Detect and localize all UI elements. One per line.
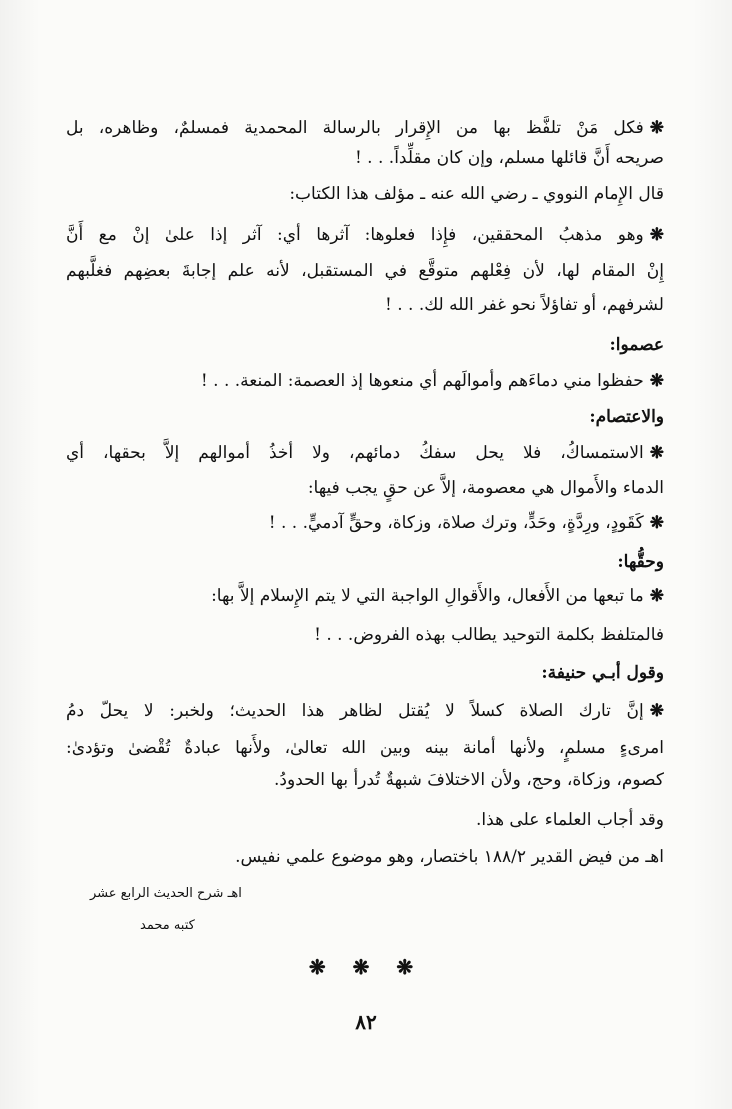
line-text: قال الإِمام النووي ـ رضي الله عنه ـ مؤلف هذا الكتاب: (289, 184, 664, 204)
line-text: فالمتلفظ بكلمة التوحيد يطالب بهذه الفروض. . . ! (314, 625, 664, 645)
heading-text: وحقُّها: (617, 552, 664, 572)
paragraph-line (274, 765, 664, 795)
paragraph-line (308, 473, 664, 503)
line-text: امرىءٍ مسلمٍ، ولأنها أمانة بينه وبين الله تعالىٰ، ولأَنها عبادةٌ تُقْضىٰ وتؤدىٰ: (66, 738, 664, 758)
paragraph-line (66, 113, 664, 143)
section-heading (589, 402, 664, 432)
paragraph-line (385, 290, 664, 320)
page-number: ٨٢ (355, 1010, 377, 1034)
line-text: الاستمساكُ، فلا يحل سفكُ دمائهم، ولا أخذُ أموالهم إلاَّ بحقها، أي (66, 443, 644, 463)
paragraph-line (269, 508, 664, 538)
paragraph-line (355, 143, 664, 173)
line-text: اهـ من فيض القدير ١٨٨/٢ باختصار، وهو موضوع علمي نفيس. (235, 847, 664, 867)
bullet-star: ❋ (649, 443, 664, 463)
section-heading (617, 547, 664, 577)
heading-text: والاعتصام: (589, 407, 664, 427)
line-text: كَقَودٍ، ورِدَّةٍ، وحَدٍّ، وترك صلاة، وزكاة، وحقٍّ آدميٍّ. . . ! (268, 513, 644, 533)
paragraph-line (66, 220, 664, 250)
heading-text: وقول أبـي حنيفة: (541, 663, 664, 683)
paragraph-line (235, 842, 664, 872)
section-heading (610, 330, 665, 360)
bullet-star: ❋ (649, 225, 664, 245)
bullet-star: ❋ (649, 513, 664, 533)
paragraph-line (201, 366, 664, 396)
paragraph-line (314, 620, 664, 650)
paragraph-line (211, 581, 664, 611)
scan-shadow-left (0, 0, 40, 1109)
line-text: صريحه أَنَّ قائلها مسلم، وإن كان مقلِّداً. . . ! (354, 148, 664, 168)
line-text: فكل مَنْ تلفَّظ بها من الإِقرار بالرسالة المحمدية فمسلمٌ، وظاهره، بل (66, 118, 644, 138)
line-text: إِنْ المقام لها، لأن فِعْلهم متوقَّع في المستقبل، لأنه علم إجابةَ بعضِهم فغلَّبهم (66, 261, 664, 281)
paragraph-line (66, 438, 664, 468)
bullet-star: ❋ (649, 118, 664, 138)
line-text: إنَّ تارك الصلاة كسلاً لا يُقتل لظاهر هذا الحديث؛ ولخبر: لا يحلّ دمُ (66, 701, 644, 721)
paragraph-line (476, 805, 664, 835)
handwritten-note (90, 884, 330, 904)
line-text: وقد أجاب العلماء على هذا. (476, 810, 664, 830)
bullet-star: ❋ (649, 371, 664, 391)
line-text: ما تبعها من الأَفعال، والأَقوالِ الواجبة التي لا يتم الإِسلام إلاَّ بها: (211, 586, 644, 606)
heading-text: عصموا: (609, 335, 664, 355)
paragraph-line (66, 733, 664, 763)
line-text: حفظوا مني دماءَهم وأموالَهم أي منعوها إذ العصمة: المنعة. . . ! (200, 371, 644, 391)
paragraph-line (289, 179, 664, 209)
line-text: الدماء والأَموال هي معصومة، إلاَّ عن حقٍ يجب فيها: (307, 478, 664, 498)
line-text: كصوم، وزكاة، وحج، ولأن الاختلافَ شبهةٌ تُدرأ بها الحدودُ. (274, 770, 664, 790)
bullet-star: ❋ (649, 586, 664, 606)
scan-shadow-right (692, 0, 732, 1109)
section-heading (541, 658, 664, 688)
bullet-star: ❋ (649, 701, 664, 721)
note-line-2: كتبه محمد (140, 918, 195, 933)
note-line-1: اهـ شرح الحديث الرابع عشر (90, 886, 242, 901)
line-text: وهو مذهبُ المحققين، فإِذا فعلوها: آثرها أي: آثر إذا علىٰ إنْ مع أَنَّ (66, 225, 644, 245)
handwritten-signature (140, 916, 195, 936)
paragraph-line (66, 256, 664, 286)
line-text: لشرفهم، أو تفاؤلاً نحو غفر الله لك. . . ! (384, 295, 664, 315)
paragraph-line (66, 696, 664, 726)
section-divider: ❋ ❋ ❋ (308, 955, 424, 979)
